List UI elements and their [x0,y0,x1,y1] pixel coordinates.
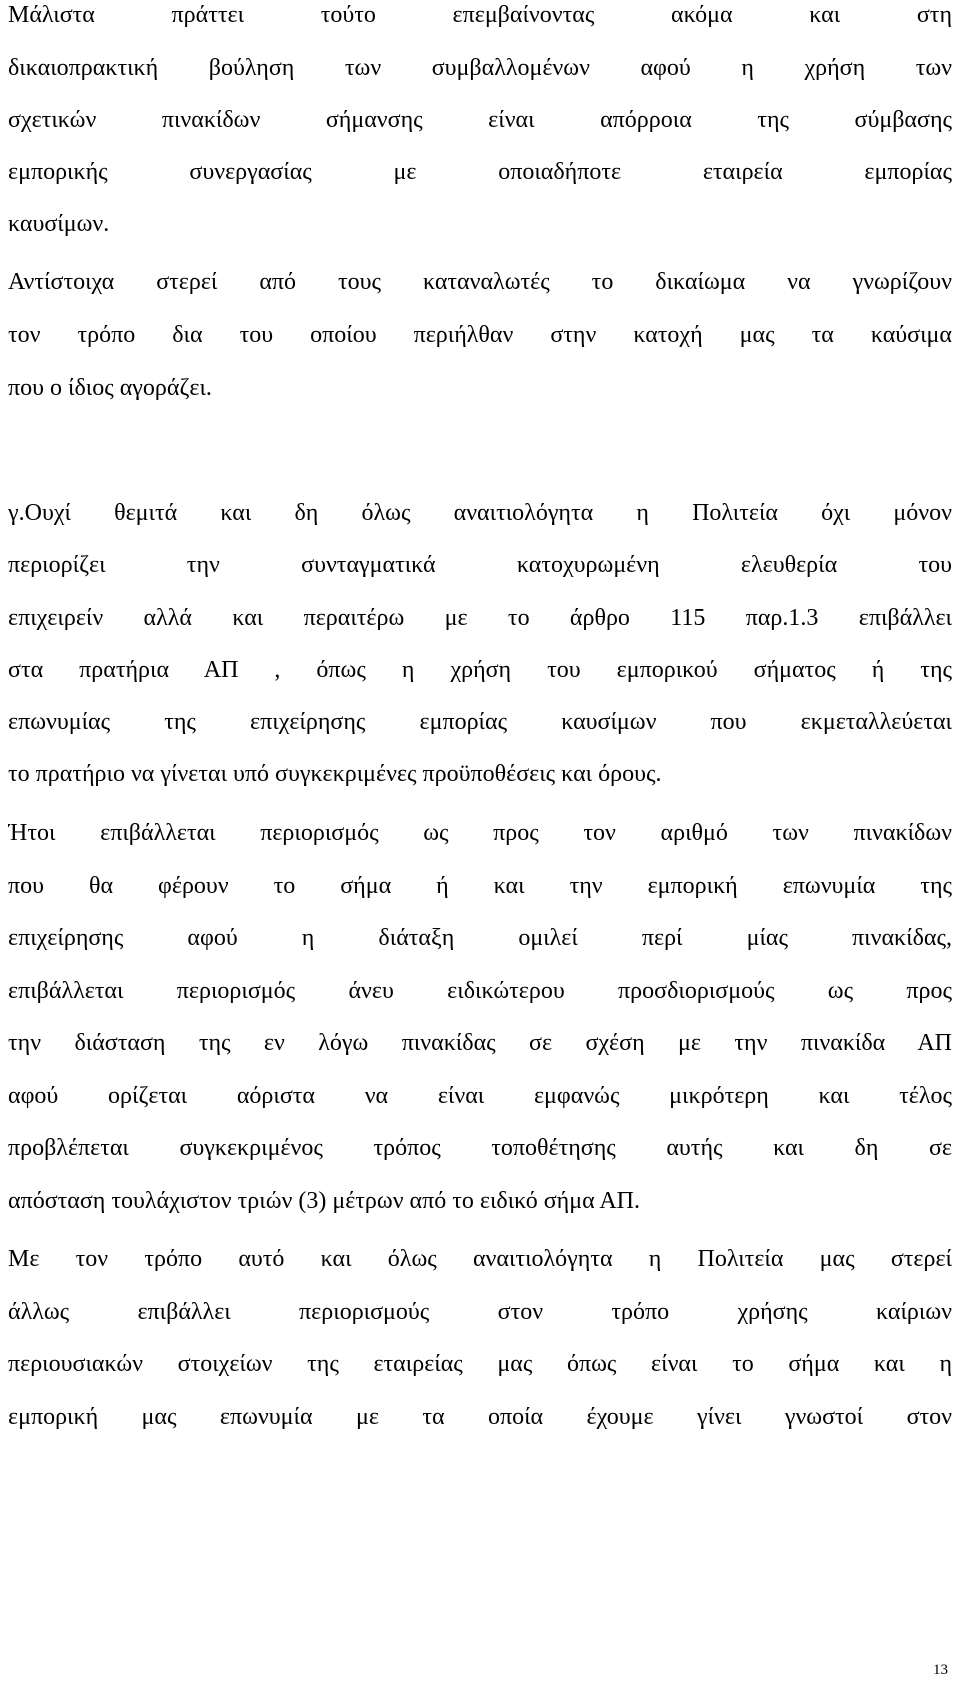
text-line: Με τον τρόπο αυτό και όλως αναιτιολόγητα η Πολιτεία μας στερεί [8,1246,952,1272]
text-line: που ο ίδιος αγοράζει. [8,375,212,401]
text-line: επιχείρησης αφού η διάταξη ομιλεί περί μίας πινακίδας, [8,925,952,951]
page-number: 13 [933,1662,948,1678]
text-line: δικαιοπρακτική βούληση των συμβαλλομένων αφού η χρήση των [8,55,952,81]
text-line: το πρατήριο να γίνεται υπό συγκεκριμένες προϋποθέσεις και όρους. [8,761,662,787]
text-line: στα πρατήρια ΑΠ , όπως η χρήση του εμπορικού σήματος ή της [8,657,952,683]
text-line: επωνυμίας της επιχείρησης εμπορίας καυσίμων που εκμεταλλεύεται [8,709,952,735]
text-line: επιβάλλεται περιορισμός άνευ ειδικώτερου προσδιορισμούς ως προς [8,978,952,1004]
text-line: καυσίμων. [8,211,110,237]
text-line: προβλέπεται συγκεκριμένος τρόπος τοποθέτησης αυτής και δη σε [8,1135,952,1161]
text-line: Αντίστοιχα στερεί από τους καταναλωτές το δικαίωμα να γνωρίζουν [8,269,952,295]
text-line: εμπορική μας επωνυμία με τα οποία έχουμε γίνει γνωστοί στον [8,1404,952,1430]
text-line: εμπορικής συνεργασίας με οποιαδήποτε εταιρεία εμπορίας [8,159,952,185]
text-line: τον τρόπο δια του οποίου περιήλθαν στην κατοχή μας τα καύσιμα [8,322,952,348]
text-line: που θα φέρουν το σήμα ή και την εμπορική επωνυμία της [8,873,952,899]
text-line: περιορίζει την συνταγματικά κατοχυρωμένη ελευθερία του [8,552,952,578]
text-line: σχετικών πινακίδων σήμανσης είναι απόρροια της σύμβασης [8,107,952,133]
text-line: απόσταση τουλάχιστον τριών (3) μέτρων από το ειδικό σήμα ΑΠ. [8,1188,641,1214]
text-line: γ.Ουχί θεμιτά και δη όλως αναιτιολόγητα η Πολιτεία όχι μόνον [8,500,952,526]
text-line: Ήτοι επιβάλλεται περιορισμός ως προς τον αριθμό των πινακίδων [8,820,952,846]
text-line: περιουσιακών στοιχείων της εταιρείας μας όπως είναι το σήμα και η [8,1351,952,1377]
text-line: Μάλιστα πράττει τούτο επεμβαίνοντας ακόμα και στη [8,2,952,28]
text-line: επιχειρείν αλλά και περαιτέρω με το άρθρο 115 παρ.1.3 επιβάλλει [8,605,952,631]
text-line: αφού ορίζεται αόριστα να είναι εμφανώς μικρότερη και τέλος [8,1083,952,1109]
text-line: άλλως επιβάλλει περιορισμούς στον τρόπο χρήσης καίριων [8,1299,952,1325]
text-line: την διάσταση της εν λόγω πινακίδας σε σχέση με την πινακίδα ΑΠ [8,1030,952,1056]
